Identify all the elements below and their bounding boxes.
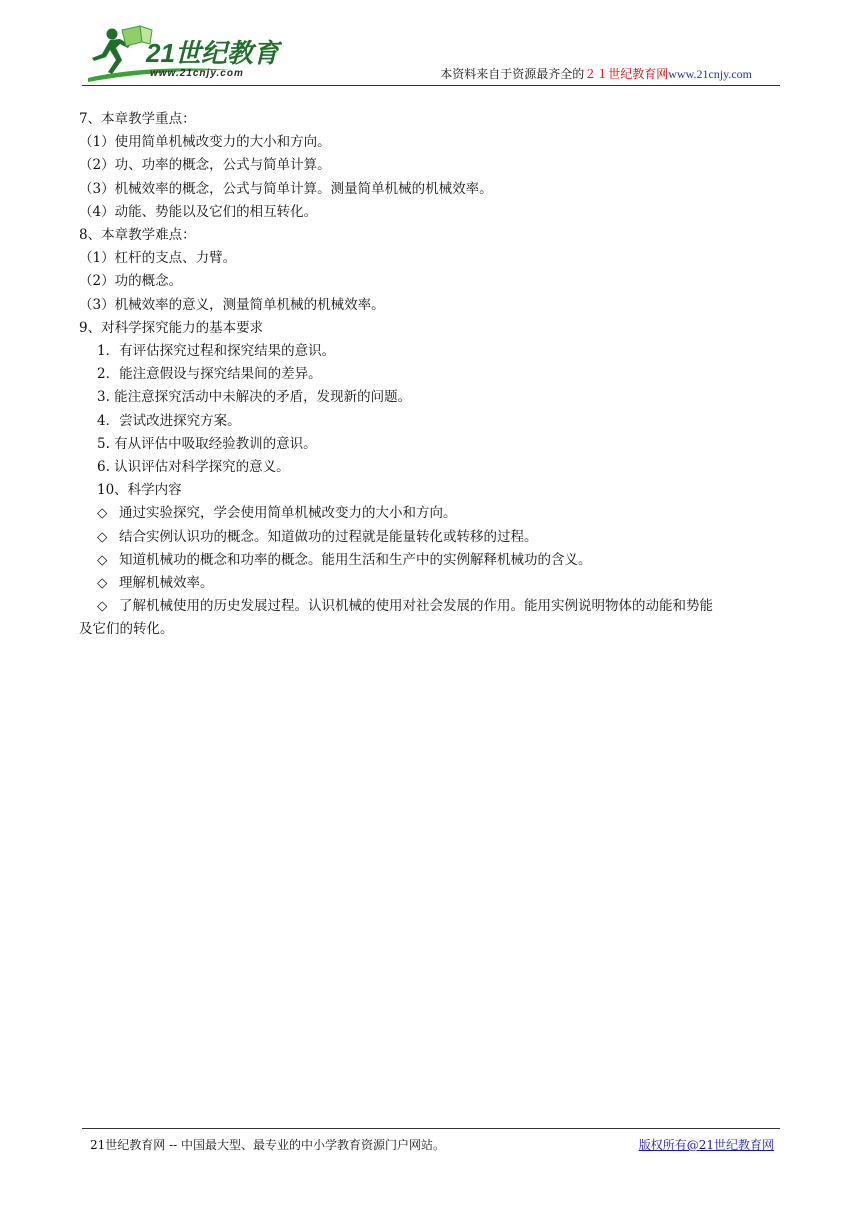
section-heading-8: 8、本章教学难点：: [79, 227, 196, 244]
page-header: [82, 20, 780, 86]
difficulty-3: （3）机械效率的意义，测量简单机械的机械效率。: [79, 296, 385, 313]
header-source-note: [440, 66, 752, 82]
header-divider: [82, 85, 780, 86]
key-point-2: （2）功、功率的概念，公式与简单计算。: [79, 157, 331, 174]
requirement-item: 3. 能注意探究活动中未解决的矛盾，发现新的问题。: [97, 389, 412, 406]
content-bullet-text: 知道机械功的概念和功率的概念。能用生活和生产中的实例解释机械功的含义。: [119, 551, 592, 568]
requirement-item: 1．有评估探究过程和探究结果的意识。: [97, 343, 336, 360]
difficulty-1: （1）杠杆的支点、力臂。: [79, 250, 237, 267]
site-logo[interactable]: [82, 20, 282, 86]
diamond-bullet-icon: ◇: [97, 551, 108, 568]
key-point-4: （4）动能、势能以及它们的相互转化。: [79, 203, 318, 220]
key-point-1: （1）使用简单机械改变力的大小和方向。: [79, 134, 331, 151]
requirement-item: 5. 有从评估中吸取经验教训的意识。: [97, 435, 317, 452]
document-body: [79, 108, 779, 642]
svg-text:www.21cnjy.com: www.21cnjy.com: [150, 68, 244, 79]
key-point-3: （3）机械效率的概念，公式与简单计算。测量简单机械的机械效率。: [79, 180, 493, 197]
content-bullet: [79, 595, 779, 618]
content-bullet-text: 通过实验探究，学会使用简单机械改变力的大小和方向。: [119, 505, 457, 522]
requirement-item: 4．尝试改进探究方案。: [97, 412, 241, 429]
content-bullet: [79, 572, 779, 595]
content-bullet-text: 了解机械使用的历史发展过程。认识机械的使用对社会发展的作用。能用实例说明物体的动能和势能: [119, 598, 713, 615]
footer-copyright-link[interactable]: 版权所有@21世纪教育网: [638, 1138, 774, 1152]
content-bullet: [79, 549, 779, 572]
requirement-item: 6. 认识评估对科学探究的意义。: [97, 459, 290, 476]
header-note-highlight[interactable]: ２１世纪教育网: [584, 67, 669, 81]
diamond-bullet-icon: ◇: [97, 575, 108, 592]
section-heading-10: 10、科学内容: [97, 482, 182, 499]
difficulty-2: （2）功的概念。: [79, 273, 183, 290]
footer-site-description: 21世纪教育网 -- 中国最大型、最专业的中小学教育资源门户网站。: [90, 1138, 446, 1152]
section-heading-7: 7、本章教学重点：: [79, 111, 196, 127]
content-bullet: [79, 502, 779, 525]
header-note-prefix: 本资料来自于资源最齐全的: [440, 67, 585, 81]
content-bullet-text: 理解机械效率。: [119, 575, 214, 592]
diamond-bullet-icon: ◇: [97, 505, 108, 522]
requirement-item: 2．能注意假设与探究结果间的差异。: [97, 366, 322, 383]
diamond-bullet-icon: ◇: [97, 528, 108, 545]
content-bullet: [79, 526, 779, 549]
svg-text:21世纪教育: 21世纪教育: [146, 38, 279, 68]
section-heading-9: 9、对科学探究能力的基本要求: [79, 319, 264, 336]
content-bullet-text: 结合实例认识功的概念。知道做功的过程就是能量转化或转移的过程。: [119, 528, 538, 545]
diamond-bullet-icon: ◇: [97, 598, 108, 615]
footer-divider: [82, 1128, 780, 1129]
content-bullet-continuation: 及它们的转化。: [79, 621, 174, 638]
running-figure-logo-icon: [82, 20, 282, 86]
header-note-url[interactable]: www.21cnjy.com: [668, 67, 752, 81]
